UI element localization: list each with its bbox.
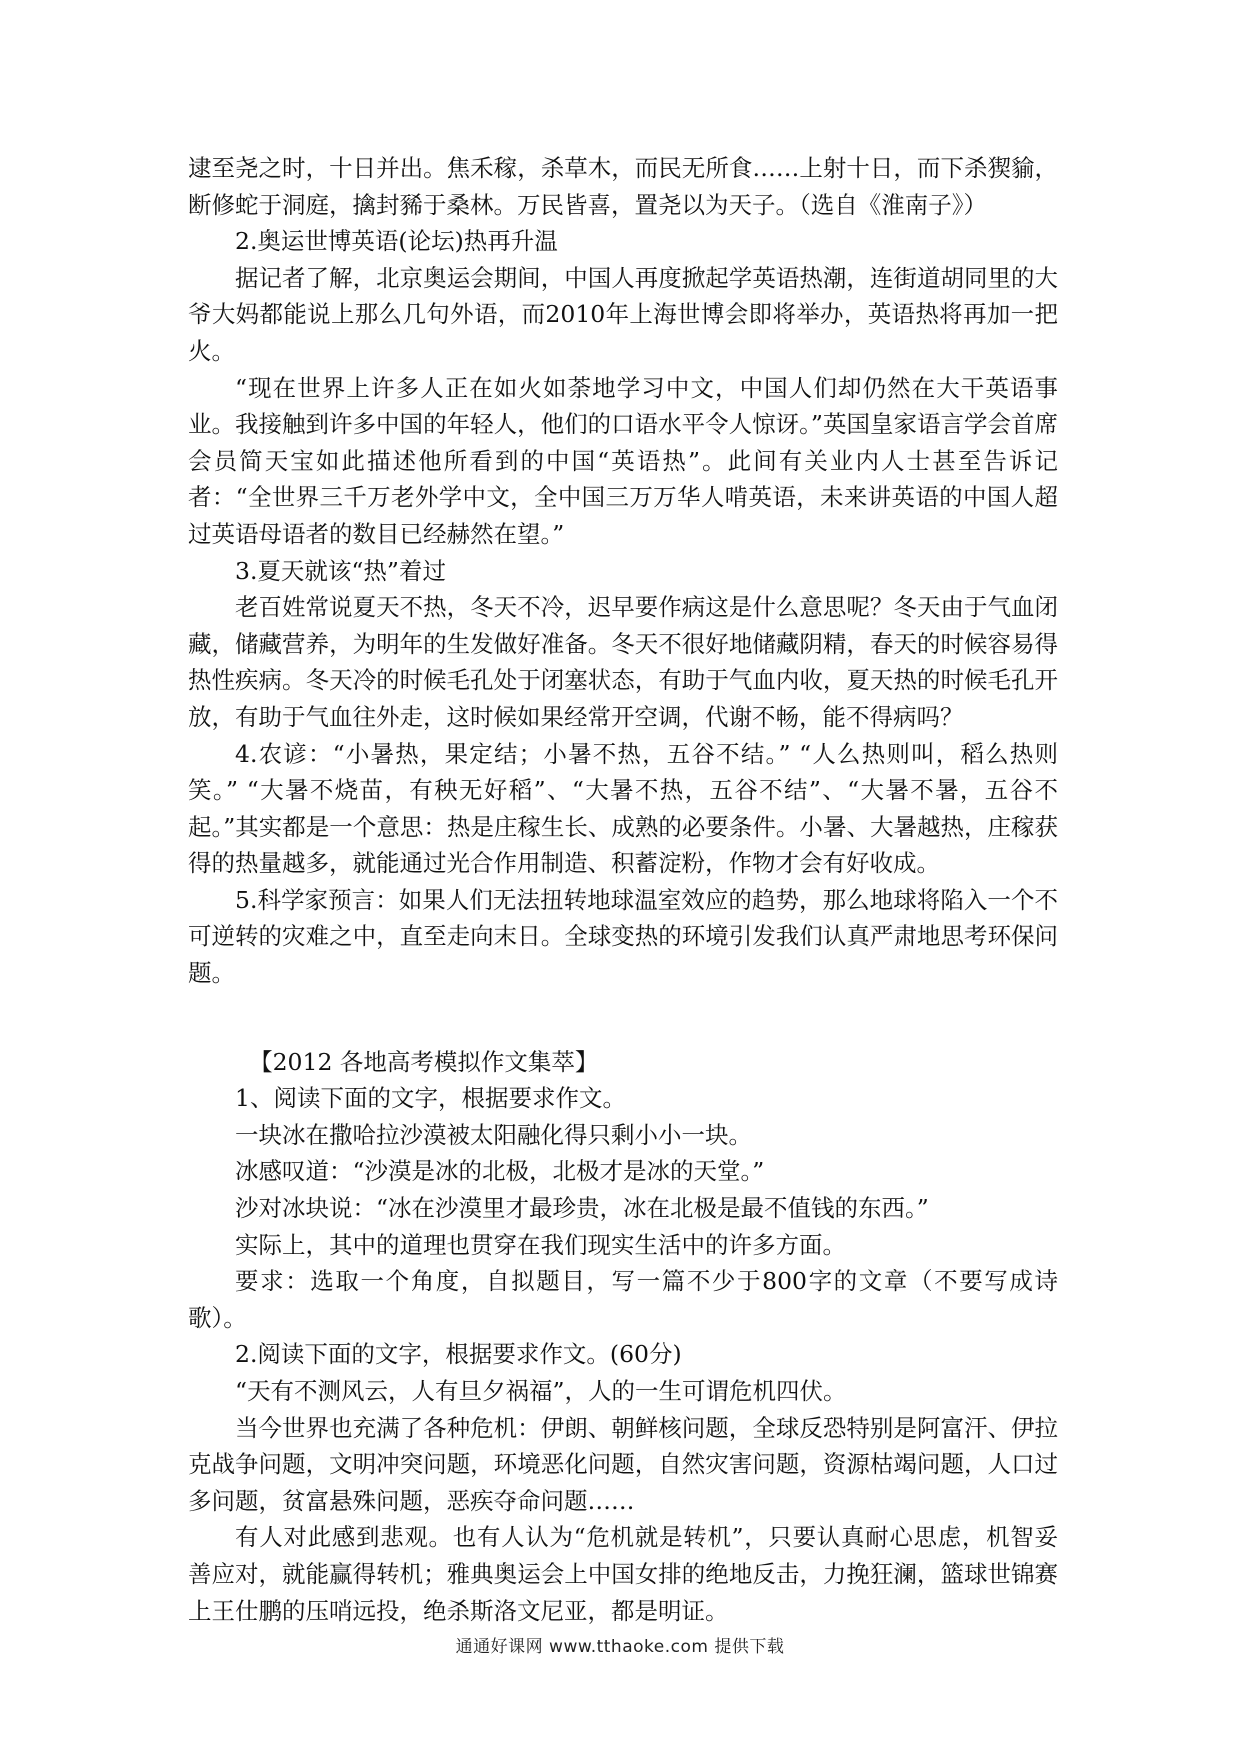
prompt-2-line-3: 有人对此感到悲观。也有人认为“危机就是转机”，只要认真耐心思虑，机智妥善应对，就能赢得转机；雅典奥运会上中国女排的绝地反击，力挽狂澜，篮球世锦赛上王仕鹏的压哨远投，绝杀斯洛文尼亚，都是明证。 xyxy=(188,1523,1058,1625)
prompt-1-line-2: 冰感叹道：“沙漠是冰的北极，北极才是冰的天堂。” xyxy=(235,1157,765,1186)
section-gap xyxy=(188,992,1058,1044)
paragraph-reporter: 据记者了解，北京奥运会期间，中国人再度掀起学英语热潮，连街道胡同里的大爷大妈都能说上那么几句外语，而2010年上海世博会即将举办，英语热将再加一把火。 xyxy=(188,263,1058,365)
prompt-1-requirement: 要求：选取一个角度，自拟题目，写一篇不少于800字的文章（不要写成诗歌）。 xyxy=(188,1267,1058,1332)
paragraph-scientist: 5.科学家预言：如果人们无法扭转地球温室效应的趋势，那么地球将陷入一个不可逆转的灾难之中，直至走向末日。全球变热的环境引发我们认真严肃地思考环保问题。 xyxy=(188,885,1058,988)
heading-olympic-expo-english: 2.奥运世博英语(论坛)热再升温 xyxy=(235,227,558,256)
prompt-2-line-2: 当今世界也充满了各种危机：伊朗、朝鲜核问题，全球反恐特别是阿富汗、伊拉克战争问题，文明冲突问题，环境恶化问题，自然灾害问题，资源枯竭问题，人口过多问题，贫富悬殊问题，恶疾夺命问题…… xyxy=(188,1413,1058,1515)
document-body xyxy=(188,150,1058,1629)
section-title: 【2012 各地高考模拟作文集萃】 xyxy=(249,1047,599,1076)
prompt-2-instruction: 2.阅读下面的文字，根据要求作文。(60分) xyxy=(235,1340,682,1369)
paragraph-proverbs: 4.农谚：“小暑热，果定结；小暑不热，五谷不结。” “人么热则叫，稻么热则笑。” “大暑不烧苗，有秧无好稻”、“大暑不热，五谷不结”、“大暑不暑，五谷不起。”其实都是一个意思：热是庄稼生长、成熟的必要条件。小暑、大暑越热，庄稼获得的热量越多，就能通过光合作用制造、积蓄淀粉，作物才会有好收成。 xyxy=(188,739,1058,878)
prompt-1-line-4: 实际上，其中的道理也贯穿在我们现实生活中的许多方面。 xyxy=(235,1230,846,1259)
page-footer: 通通好课网 www.tthaoke.com 提供下载 xyxy=(455,1637,785,1657)
paragraph-huainanzi: 逮至尧之时，十日并出。焦禾稼，杀草木，而民无所食……上射十日，而下杀猰貐，断修蛇于洞庭，擒封豨于桑林。万民皆喜，置尧以为天子。（选自《淮南子》） xyxy=(188,154,1058,219)
heading-summer-heat: 3.夏天就该“热”着过 xyxy=(235,556,446,585)
paragraph-quote: “现在世界上许多人正在如火如荼地学习中文，中国人们却仍然在大干英语事业。我接触到许多中国的年轻人，他们的口语水平令人惊讶。”英国皇家语言学会首席会员简天宝如此描述他所看到的中国“英语热”。此间有关业内人士甚至告诉记者：“全世界三千万老外学中文，全中国三万万华人啃英语，未来讲英语的中国人超过英语母语者的数目已经赫然在望。” xyxy=(188,373,1058,548)
prompt-1-line-3: 沙对冰块说：“冰在沙漠里才最珍贵，冰在北极是最不值钱的东西。” xyxy=(235,1194,929,1223)
prompt-1-instruction: 1、阅读下面的文字，根据要求作文。 xyxy=(235,1084,626,1113)
prompt-1-line-1: 一块冰在撒哈拉沙漠被太阳融化得只剩小小一块。 xyxy=(235,1120,752,1149)
prompt-2-line-1: “天有不测风云，人有旦夕祸福”，人的一生可谓危机四伏。 xyxy=(235,1377,847,1405)
paragraph-summer-health: 老百姓常说夏天不热，冬天不冷，迟早要作病这是什么意思呢？冬天由于气血闭藏，储藏营养，为明年的生发做好准备。冬天不很好地储藏阴精，春天的时候容易得热性疾病。冬天冷的时候毛孔处于闭塞状态，有助于气血内收，夏天热的时候毛孔开放，有助于气血往外走，这时候如果经常开空调，代谢不畅，能不得病吗？ xyxy=(188,593,1058,731)
